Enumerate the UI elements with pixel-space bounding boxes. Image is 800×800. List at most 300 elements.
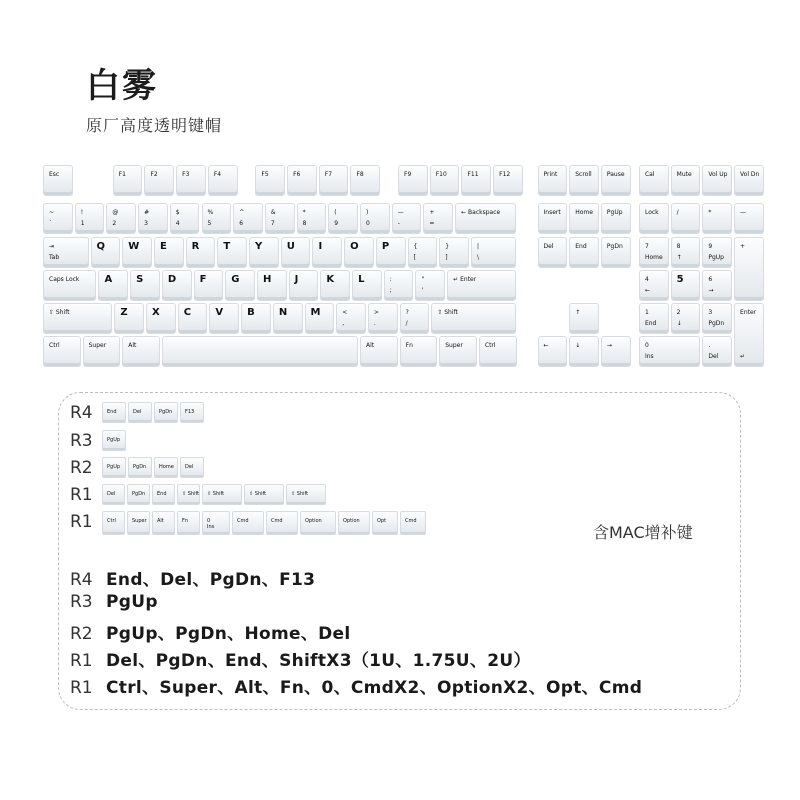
keycap-symbol (106, 203, 136, 234)
keycap-caps-lock (43, 270, 96, 301)
keycap-legend-top: E (159, 241, 167, 252)
keycap-legend-bottom: ← (644, 287, 650, 294)
mac-row-label: R1 (70, 512, 93, 532)
keycap-legend-top: Insert (543, 209, 561, 216)
keycap-legend-top: Z (120, 307, 128, 318)
mac-keycap-legend: Option (343, 518, 360, 524)
keycap-legend-top: Print (543, 171, 558, 178)
keycap-f7 (319, 165, 349, 196)
keycap-legend-bottom: [ (413, 254, 416, 261)
mac-row-label: R1 (70, 485, 93, 505)
keycap-symbol (368, 303, 398, 334)
keycap-symbol (297, 203, 327, 234)
mac-keycap-shift (177, 484, 200, 505)
mac-keycap-option (338, 511, 370, 535)
keycap-legend-top: 1 (644, 309, 649, 316)
keycap-w (122, 237, 152, 268)
mac-keycap-legend: Del (185, 464, 194, 470)
keycap-2 (671, 303, 701, 334)
keycap-list-row (70, 592, 158, 612)
keycap-legend-top: ← (543, 342, 549, 349)
keycap-symbol (360, 203, 390, 234)
keycap-symbol (569, 336, 599, 367)
mac-keycap-super (127, 511, 150, 535)
mac-keycap-legend: Alt (157, 518, 164, 524)
keycap-legend-top: O (350, 241, 359, 252)
keycap-legend-top: ~ (49, 209, 55, 216)
keycap-symbol (601, 336, 631, 367)
keycap-legend-top: D (167, 274, 177, 285)
keycap-a (98, 270, 128, 301)
keycap-f3 (176, 165, 206, 196)
keycap-legend-bottom: PgUp (708, 254, 724, 261)
keycap-5 (671, 270, 701, 301)
keycap-legend-top: A (104, 274, 113, 285)
mac-keycap-legend: Fn (182, 518, 189, 524)
keycap-legend-top: @ (112, 209, 119, 216)
keycap-legend-top: ← Backspace (461, 209, 501, 216)
keycap-legend-top: # (144, 209, 150, 216)
keycap-symbol (43, 237, 89, 268)
mac-keycap-legend: PgDn (133, 464, 147, 470)
list-row-value: PgUp、PgDn、Home、Del (106, 624, 351, 644)
keycap-super (439, 336, 477, 367)
keycap-y (249, 237, 279, 268)
keycap-legend-bottom: 8 (302, 220, 307, 227)
keycap-legend-top: Vol Dn (740, 171, 760, 178)
list-row-value: PgUp (106, 592, 158, 612)
keycap-legend-top: Del (543, 243, 554, 250)
keycap-legend-top: 3 (708, 309, 713, 316)
keycap-legend-top: F8 (356, 171, 364, 178)
keycap-symbol (265, 203, 295, 234)
keycap-legend-bottom: 3 (144, 220, 148, 227)
list-row-value: Del、PgDn、End、ShiftX3（1U、1.75U、2U） (106, 651, 531, 671)
keycap-legend-bottom: 6 (239, 220, 244, 227)
keycap-legend-bottom: Del (708, 353, 719, 360)
mac-keycap-cmd (232, 511, 264, 535)
keycap-legend-top: Esc (49, 171, 60, 178)
keycap-legend-top: $ (175, 209, 180, 216)
keycap-legend-top: " (421, 276, 425, 283)
keycap-legend-top: ) (366, 209, 369, 216)
keycap-symbol (734, 203, 764, 234)
keycap-legend-bottom: 1 (80, 220, 85, 227)
keycap-legend-bottom: Home (644, 254, 663, 261)
keycap-legend-top: > (373, 309, 379, 316)
keycap-1 (639, 303, 669, 334)
keycap-n (273, 303, 303, 334)
keycap-legend-top: % (207, 209, 214, 216)
keycap-x (146, 303, 176, 334)
keycap-legend-bottom: , (342, 320, 345, 327)
keycap-legend-bottom: Ins (644, 353, 654, 360)
keycap-t (217, 237, 247, 268)
keycap-vol-dn (734, 165, 764, 196)
mac-keycap-legend: Home (159, 464, 174, 470)
mac-keycap-legend: Option (305, 518, 322, 524)
keycap-legend-top: Caps Lock (49, 276, 80, 283)
keycap-legend-top: / (676, 209, 679, 216)
mac-keycap-legend: PgUp (107, 464, 121, 470)
keycap-legend-top: Mute (676, 171, 692, 178)
keyboard-layout (43, 160, 768, 366)
keycap-legend-top: — (740, 209, 747, 216)
mac-keycap-legend: ⇧ Shift (249, 491, 267, 497)
keycap-pause (601, 165, 631, 196)
keycap-symbol (328, 203, 358, 234)
list-row-label: R3 (70, 592, 93, 612)
keycap-legend-top: 7 (644, 243, 649, 250)
keycap-s (130, 270, 160, 301)
keycap-legend-top: F (199, 274, 207, 285)
mac-keycap-legend: PgUp (107, 437, 121, 443)
keycap-legend-top: + (429, 209, 435, 216)
keycap-f4 (208, 165, 238, 196)
keycap-list-row (70, 619, 350, 644)
keycap-legend-top: < (342, 309, 348, 316)
keycap-legend-top: U (286, 241, 295, 252)
mac-keycap-shift (202, 484, 242, 505)
keycap-legend-top: 2 (676, 309, 681, 316)
mac-keycap-legend: F13 (185, 409, 195, 415)
list-row-label: R4 (70, 570, 93, 590)
keycap-legend-top: Alt (128, 342, 137, 349)
keycap-f (194, 270, 224, 301)
keycap-symbol (202, 203, 232, 234)
mac-keycap-del (128, 402, 152, 423)
keycap-legend-top: F2 (150, 171, 158, 178)
keycap-f5 (255, 165, 285, 196)
keycap-f12 (493, 165, 523, 196)
keycap-print (538, 165, 568, 196)
keycap-insert (538, 203, 568, 234)
keycap-legend-top: Alt (366, 342, 375, 349)
keycap-list-row (70, 673, 642, 698)
keycap-symbol (75, 203, 105, 234)
keycap-symbol (569, 303, 599, 334)
mac-keycap-pgdn (154, 402, 178, 423)
keycap-legend-bottom: End (644, 320, 657, 327)
keycap-k (320, 270, 350, 301)
keycap-legend-top: } (445, 243, 450, 250)
keycap-legend-top: S (136, 274, 144, 285)
mac-keycap-home (154, 457, 178, 478)
mac-keycap-end (152, 484, 175, 505)
keycap-legend-top: Q (96, 241, 106, 252)
mac-keycap-shift (244, 484, 284, 505)
keycap-legend-bottom: ↑ (676, 254, 682, 261)
keycap-legend-top: Scroll (575, 171, 592, 178)
mac-keycap-legend: ⇧ Shift (182, 491, 200, 497)
keycap-legend-top: Vol Up (708, 171, 728, 178)
keycap-legend-top: * (708, 209, 712, 216)
keycap-legend-bottom: 9 (334, 220, 339, 227)
keycap-legend-bottom: ; (389, 287, 392, 294)
keycap-u (281, 237, 311, 268)
keycap-legend-top: M (310, 307, 321, 318)
keycap-legend-top: H (262, 274, 272, 285)
keycap-symbol (415, 270, 445, 301)
keycap-legend-bottom: ↓ (676, 320, 682, 327)
keycap-esc (43, 165, 73, 196)
keycap-legend-top: . (708, 342, 711, 349)
keycap-legend-top: Ctrl (49, 342, 60, 349)
keycap-legend-top: F10 (435, 171, 447, 178)
keycap-super (83, 336, 121, 367)
keycap-legend-bottom: ] (445, 254, 448, 261)
keycap-symbol (702, 203, 732, 234)
mac-keycap-legend: ⇧ Shift (207, 491, 225, 497)
keycap-legend-top: ( (334, 209, 337, 216)
keycap-legend-bottom: ` (49, 220, 52, 227)
page-subtitle: 原厂高度透明键帽 (86, 116, 223, 135)
keycap-legend-top: N (278, 307, 288, 318)
keycap-legend-top: : (389, 276, 392, 283)
keycap-legend-bottom: 0 (366, 220, 370, 227)
page-title: 白雾 (86, 66, 158, 106)
keycap-0 (639, 336, 700, 367)
keycap-legend-top: ↵ Enter (453, 276, 477, 283)
keycap-legend-top: End (575, 243, 587, 250)
keycap-legend-top: Lock (644, 209, 659, 216)
keycap-f11 (461, 165, 491, 196)
mac-keycap-legend: Ctrl (107, 518, 116, 524)
keycap-symbol (138, 203, 168, 234)
mac-row-label: R3 (70, 431, 93, 451)
mac-keycap-f13 (180, 402, 204, 423)
mac-keycap-pgdn (127, 484, 150, 505)
mac-row-label: R2 (70, 458, 93, 478)
keycap-legend-top: Y (255, 241, 263, 252)
keycap-legend-top: Super (88, 342, 107, 349)
mac-keycap-legend: PgDn (159, 409, 173, 415)
mac-keycap-0-ins (202, 511, 230, 535)
keycap-b (241, 303, 271, 334)
keycap-legend-bottom: 7 (270, 220, 275, 227)
keycap-mute (671, 165, 701, 196)
mac-keycap-del (102, 484, 125, 505)
keycap-legend-top: F11 (467, 171, 479, 178)
keycap-symbol (384, 270, 414, 301)
keycap-symbol (400, 303, 430, 334)
keycap-pgup (601, 203, 631, 234)
mac-keycap-legend: End (107, 409, 117, 415)
keycap-legend-bottom: → (708, 287, 714, 294)
keycap-p (376, 237, 406, 268)
mac-keycap-legend: ⇧ Shift (291, 491, 309, 497)
keycap-legend-top: F12 (499, 171, 511, 178)
keycap-legend-top: ? (405, 309, 409, 316)
keycap-alt (360, 336, 398, 367)
keycap-legend-top: F9 (404, 171, 412, 178)
keycap-shift (43, 303, 112, 334)
keycap-enter (447, 270, 516, 301)
keycap-legend-top: X (152, 307, 160, 318)
keycap-legend-bottom: \ (476, 254, 479, 261)
keycap-symbol (702, 336, 732, 367)
keycap-ctrl (479, 336, 517, 367)
keycap-legend-top: ↓ (575, 342, 581, 349)
mac-keycap-ctrl (102, 511, 125, 535)
keycap-f8 (350, 165, 380, 196)
keycap-f9 (398, 165, 428, 196)
keycap-legend-top: F5 (261, 171, 269, 178)
keycap-scroll (569, 165, 599, 196)
keycap-blank (162, 336, 358, 367)
keycap-list-row (70, 646, 531, 671)
keycap-legend-top: ↑ (575, 309, 581, 316)
mac-keycap-legend: Cmd (271, 518, 283, 524)
mac-keycap-legend: Del (107, 491, 116, 497)
keycap-legend-bottom: 5 (207, 220, 212, 227)
keycap-legend-top: 5 (676, 274, 684, 285)
mac-keycap-legend: Super (132, 518, 147, 524)
keycap-legend-top: F1 (118, 171, 127, 178)
keycap-8 (671, 237, 701, 268)
keycap-legend-top: Cal (644, 171, 655, 178)
keycap-legend-bottom: Tab (49, 254, 60, 261)
keycap-legend-top: Home (575, 209, 593, 216)
list-row-label: R2 (70, 624, 93, 644)
keycap-legend-top: Super (445, 342, 463, 349)
mac-keycap-legend: Del (133, 409, 142, 415)
mac-keycap-legend: Cmd (405, 518, 417, 524)
mac-keycap-pgup (102, 457, 126, 478)
keycap-legend-bottom: 2 (112, 220, 117, 227)
keycap-shift (431, 303, 516, 334)
keycap-legend-top: G (231, 274, 240, 285)
keycap-legend-top: J (294, 274, 299, 285)
keycap-4 (639, 270, 669, 301)
keycap-g (225, 270, 255, 301)
keycap-vol-up (702, 165, 732, 196)
keycap-symbol (734, 237, 764, 301)
keycap-symbol (423, 203, 453, 234)
keycap-h (257, 270, 287, 301)
keycap-legend-top: 0 (644, 342, 649, 349)
keycap-c (178, 303, 208, 334)
list-row-label: R1 (70, 678, 93, 698)
keycap-ctrl (43, 336, 81, 367)
keycap-legend-top: 6 (708, 276, 713, 283)
keycap-legend-top: ⇥ (49, 243, 55, 250)
mac-keycap-opt (372, 511, 398, 535)
keycap-legend-top: ⇧ Shift (437, 309, 458, 316)
keycap-o (344, 237, 374, 268)
keycap-symbol (170, 203, 200, 234)
keycap-f6 (287, 165, 317, 196)
keycap-legend-top: V (215, 307, 224, 318)
keycap-end (569, 237, 599, 268)
keycap-cal (639, 165, 669, 196)
keycap-symbol (336, 303, 366, 334)
keycap-backspace (455, 203, 516, 234)
keycap-legend-top: K (326, 274, 335, 285)
keycap-lock (639, 203, 669, 234)
keycap-legend-bottom: . (373, 320, 376, 327)
keycap-q (91, 237, 121, 268)
mac-keycap-legend: PgDn (132, 491, 146, 497)
keycap-f10 (430, 165, 460, 196)
keycap-z (114, 303, 144, 334)
keycap-legend-top: { (413, 243, 418, 250)
keycap-legend-top: Ctrl (484, 342, 496, 349)
keycap-legend-top: ^ (239, 209, 245, 216)
keycap-symbol (471, 237, 517, 268)
keycap-legend-top: + (740, 243, 746, 250)
keycap-legend-top: F3 (182, 171, 190, 178)
keycap-legend-bottom: = (429, 220, 435, 227)
keycap-m (305, 303, 335, 334)
keycap-legend-bottom: - (397, 220, 400, 227)
keycap-legend-bottom: PgDn (708, 320, 725, 327)
keycap-symbol (538, 336, 568, 367)
keycap-legend-top: 4 (644, 276, 649, 283)
keycap-legend-top: Fn (405, 342, 413, 349)
keycap-fn (400, 336, 438, 367)
keycap-symbol (43, 203, 73, 234)
keycap-legend-top: 8 (676, 243, 681, 250)
keycap-legend-bottom: / (405, 320, 408, 327)
mac-keycap-cmd (400, 511, 426, 535)
keycap-legend-top: W (128, 241, 140, 252)
keycap-6 (702, 270, 732, 301)
mac-keycap-shift (286, 484, 326, 505)
keycap-legend-top: F4 (213, 171, 222, 178)
keycap-symbol (408, 237, 438, 268)
keycap-legend-top: I (318, 241, 323, 252)
keycap-symbol (671, 203, 701, 234)
keycap-9 (702, 237, 732, 268)
keycap-legend-top: — (397, 209, 404, 216)
keycap-legend-top: C (183, 307, 192, 318)
keycap-legend-bottom: ↵ (740, 353, 746, 360)
mac-keycap-alt (152, 511, 175, 535)
mac-note: 含MAC增补键 (593, 523, 693, 542)
keycap-symbol (439, 237, 469, 268)
keycap-legend-top: PgDn (606, 243, 623, 250)
list-row-value: Ctrl、Super、Alt、Fn、0、CmdX2、OptionX2、Opt、Cmd (106, 678, 643, 698)
keycap-legend-top: T (223, 241, 231, 252)
keycap-legend-bottom: 4 (175, 220, 180, 227)
keycap-legend-top: PgUp (606, 209, 623, 216)
keycap-legend-top: | (476, 243, 479, 250)
keycap-pgdn (601, 237, 631, 268)
mac-keycap-pgup (102, 430, 126, 451)
mac-keycap-pgdn (128, 457, 152, 478)
keycap-symbol (392, 203, 422, 234)
mac-keycap-fn (177, 511, 200, 535)
keycap-legend-bottom: ' (421, 287, 424, 294)
list-row-label: R1 (70, 651, 93, 671)
keycap-del (538, 237, 568, 268)
keycap-i (312, 237, 342, 268)
keycap-3 (702, 303, 732, 334)
list-row-value: End、Del、PgDn、F13 (106, 570, 316, 590)
keycap-e (154, 237, 184, 268)
keycap-home (569, 203, 599, 234)
keycap-enter (734, 303, 764, 367)
keycap-l (352, 270, 382, 301)
keycap-legend-top: B (247, 307, 255, 318)
keycap-legend-top: R (191, 241, 200, 252)
keycap-legend-top: 9 (708, 243, 713, 250)
keycap-legend-top: → (606, 342, 612, 349)
keycap-legend-top: ⇧ Shift (49, 309, 70, 316)
keycap-v (209, 303, 239, 334)
mac-row-label: R4 (70, 403, 93, 423)
